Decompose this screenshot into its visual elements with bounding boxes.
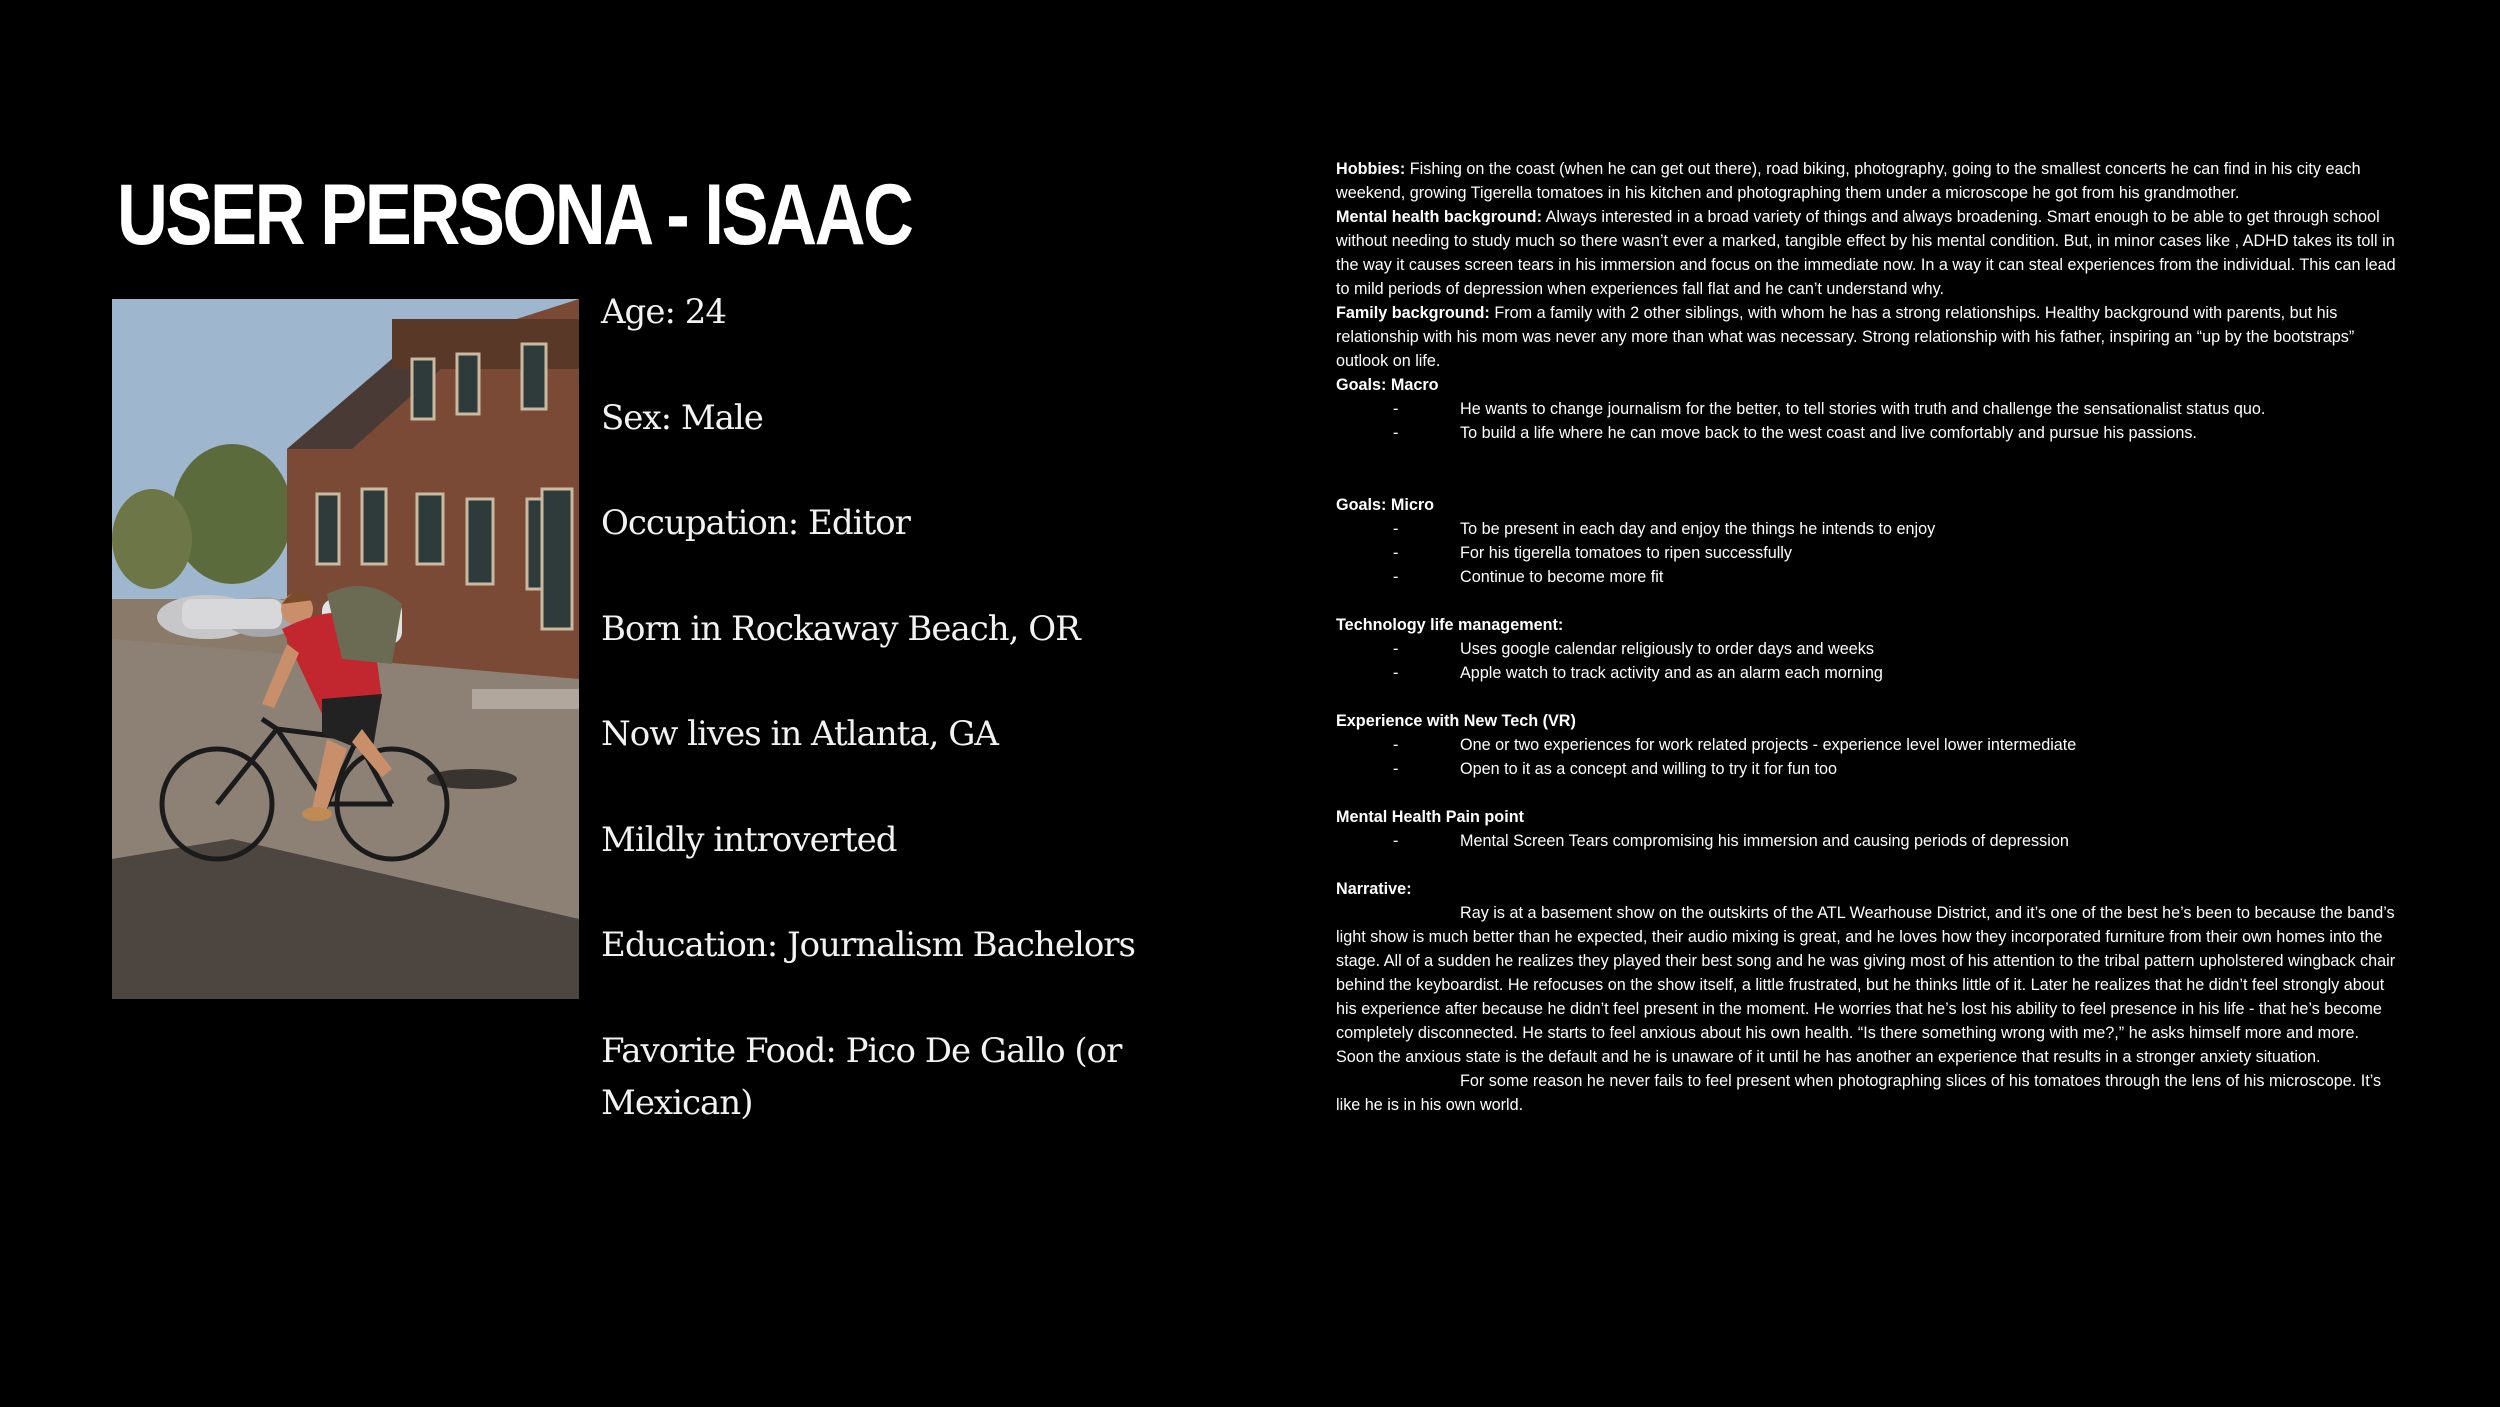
fact-education: Education: Journalism Bachelors (601, 925, 1135, 965)
goals-micro-item: Continue to become more fit (1460, 568, 1664, 586)
list-item (1336, 421, 2396, 445)
bullet-dash: - (1393, 736, 1399, 754)
bullet-dash: - (1393, 400, 1399, 418)
goals-macro-label: Goals: Macro (1336, 376, 1439, 394)
narrative-text-2: For some reason he never fails to feel present when photographing slices of his tomatoes through the lens of his microscope. It’s like he is in his own world. (1336, 1072, 2382, 1114)
pain-point-label: Mental Health Pain point (1336, 808, 1524, 826)
fact-occupation: Occupation: Editor (601, 503, 910, 543)
vr-experience-item: Open to it as a concept and willing to try it for fun too (1460, 760, 1838, 778)
hobbies-section (1336, 157, 2396, 205)
cyclist-photo-illustration (112, 299, 579, 999)
goals-macro-item: To build a life where he can move back to the west coast and live comfortably and pursue his passions. (1460, 424, 2197, 442)
persona-details (1336, 157, 2396, 1117)
goals-micro-section (1336, 493, 2396, 589)
family-label: Family background: (1336, 304, 1490, 322)
goals-macro-item: He wants to change journalism for the better, to tell stories with truth and challenge the sensationalist status quo. (1460, 400, 2266, 418)
list-item (1336, 565, 2396, 589)
bullet-dash: - (1393, 544, 1399, 562)
fact-favorite-food: Favorite Food: Pico De Gallo (or Mexican) (601, 1030, 1122, 1123)
list-item (1336, 757, 2396, 781)
bullet-dash: - (1393, 760, 1399, 778)
technology-item: Apple watch to track activity and as an alarm each morning (1460, 664, 1883, 682)
narrative-section (1336, 877, 2396, 1117)
vr-experience-item: One or two experiences for work related projects - experience level lower intermediate (1460, 736, 2077, 754)
mental-health-text: Always interested in a broad variety of things and always broadening. Smart enough to be able to get through school without needing to study much so there wasn’t ever a marked, tangible effect by his mental condition. But, in minor cases like , ADHD takes its toll in the way it causes screen tears in his immersion and focus on the immediate now. In a way it can steal experiences from the individual. This can lead to mild periods of depression when experiences fall flat and he can’t understand why. (1336, 208, 2396, 298)
mental-health-section (1336, 205, 2396, 301)
mental-health-label: Mental health background: (1336, 208, 1542, 226)
bullet-dash: - (1393, 424, 1399, 442)
narrative-text-1: Ray is at a basement show on the outskirts of the ATL Wearhouse District, and it’s one of the best he’s been to because the band’s light show is much better than he expected, their audio mixing is great, and he loves how they incorporated furniture from their own homes into the stage. All of a sudden he realizes they played their best song and he was giving most of his attention to the tribal pattern upholstered wingback chair behind the keyboardist. He refocuses on the show itself, a little frustrated, but he thinks little of it. Later he realizes that he didn’t feel strongly about his experience after because he didn’t feel present in the moment. He worries that he’s lost his ability to feel presence in his life - that he’s become completely disconnected. He starts to feel anxious about his own health. “Is there something wrong with me?,” he asks himself more and more. Soon the anxious state is the default and he is unaware of it until he has another an experience that results in a stronger anxiety situation. (1336, 904, 2396, 1066)
fact-age: Age: 24 (601, 292, 726, 332)
goals-micro-label: Goals: Micro (1336, 496, 1435, 514)
bullet-dash: - (1393, 520, 1399, 538)
hobbies-text: Fishing on the coast (when he can get out there), road biking, photography, going to the smallest concerts he can find in his city each weekend, growing Tigerella tomatoes in his kitchen and photographing them under a microscope he got from his grandmother. (1336, 160, 2361, 202)
list-item (1336, 829, 2396, 853)
bullet-dash: - (1393, 568, 1399, 586)
page-title: USER PERSONA - ISAAC (117, 167, 912, 263)
technology-item: Uses google calendar religiously to order days and weeks (1460, 640, 1874, 658)
pain-point-section (1336, 805, 2396, 853)
family-section (1336, 301, 2396, 373)
vr-experience-section (1336, 709, 2396, 781)
goals-micro-item: For his tigerella tomatoes to ripen successfully (1460, 544, 1792, 562)
fact-residence: Now lives in Atlanta, GA (601, 714, 998, 754)
technology-label: Technology life management: (1336, 616, 1564, 634)
family-text: From a family with 2 other siblings, with whom he has a strong relationships. Healthy background with parents, but his relationship with his mom was never any more than what was necessary. Strong relationship with his father, inspiring an “up by the bootstraps” outlook on life. (1336, 304, 2355, 370)
list-item (1336, 397, 2396, 421)
fact-sex: Sex: Male (601, 397, 763, 438)
narrative-paragraph-2 (1336, 1069, 2396, 1117)
list-item (1336, 733, 2396, 757)
vr-experience-label: Experience with New Tech (VR) (1336, 712, 1576, 730)
fact-birthplace: Born in Rockaway Beach, OR (601, 608, 1080, 649)
narrative-paragraph-1 (1336, 901, 2396, 1069)
bullet-dash: - (1393, 832, 1399, 850)
pain-point-item: Mental Screen Tears compromising his immersion and causing periods of depression (1460, 832, 2069, 850)
technology-section (1336, 613, 2396, 685)
bullet-dash: - (1393, 664, 1399, 682)
goals-micro-item: To be present in each day and enjoy the things he intends to enjoy (1460, 520, 1936, 538)
list-item (1336, 661, 2396, 685)
persona-photo (112, 299, 579, 999)
narrative-label: Narrative: (1336, 880, 1412, 898)
list-item (1336, 517, 2396, 541)
list-item (1336, 541, 2396, 565)
list-item (1336, 637, 2396, 661)
persona-facts (601, 286, 1161, 1129)
bullet-dash: - (1393, 640, 1399, 658)
fact-personality: Mildly introverted (601, 819, 897, 860)
hobbies-label: Hobbies: (1336, 160, 1406, 178)
goals-macro-section (1336, 373, 2396, 445)
